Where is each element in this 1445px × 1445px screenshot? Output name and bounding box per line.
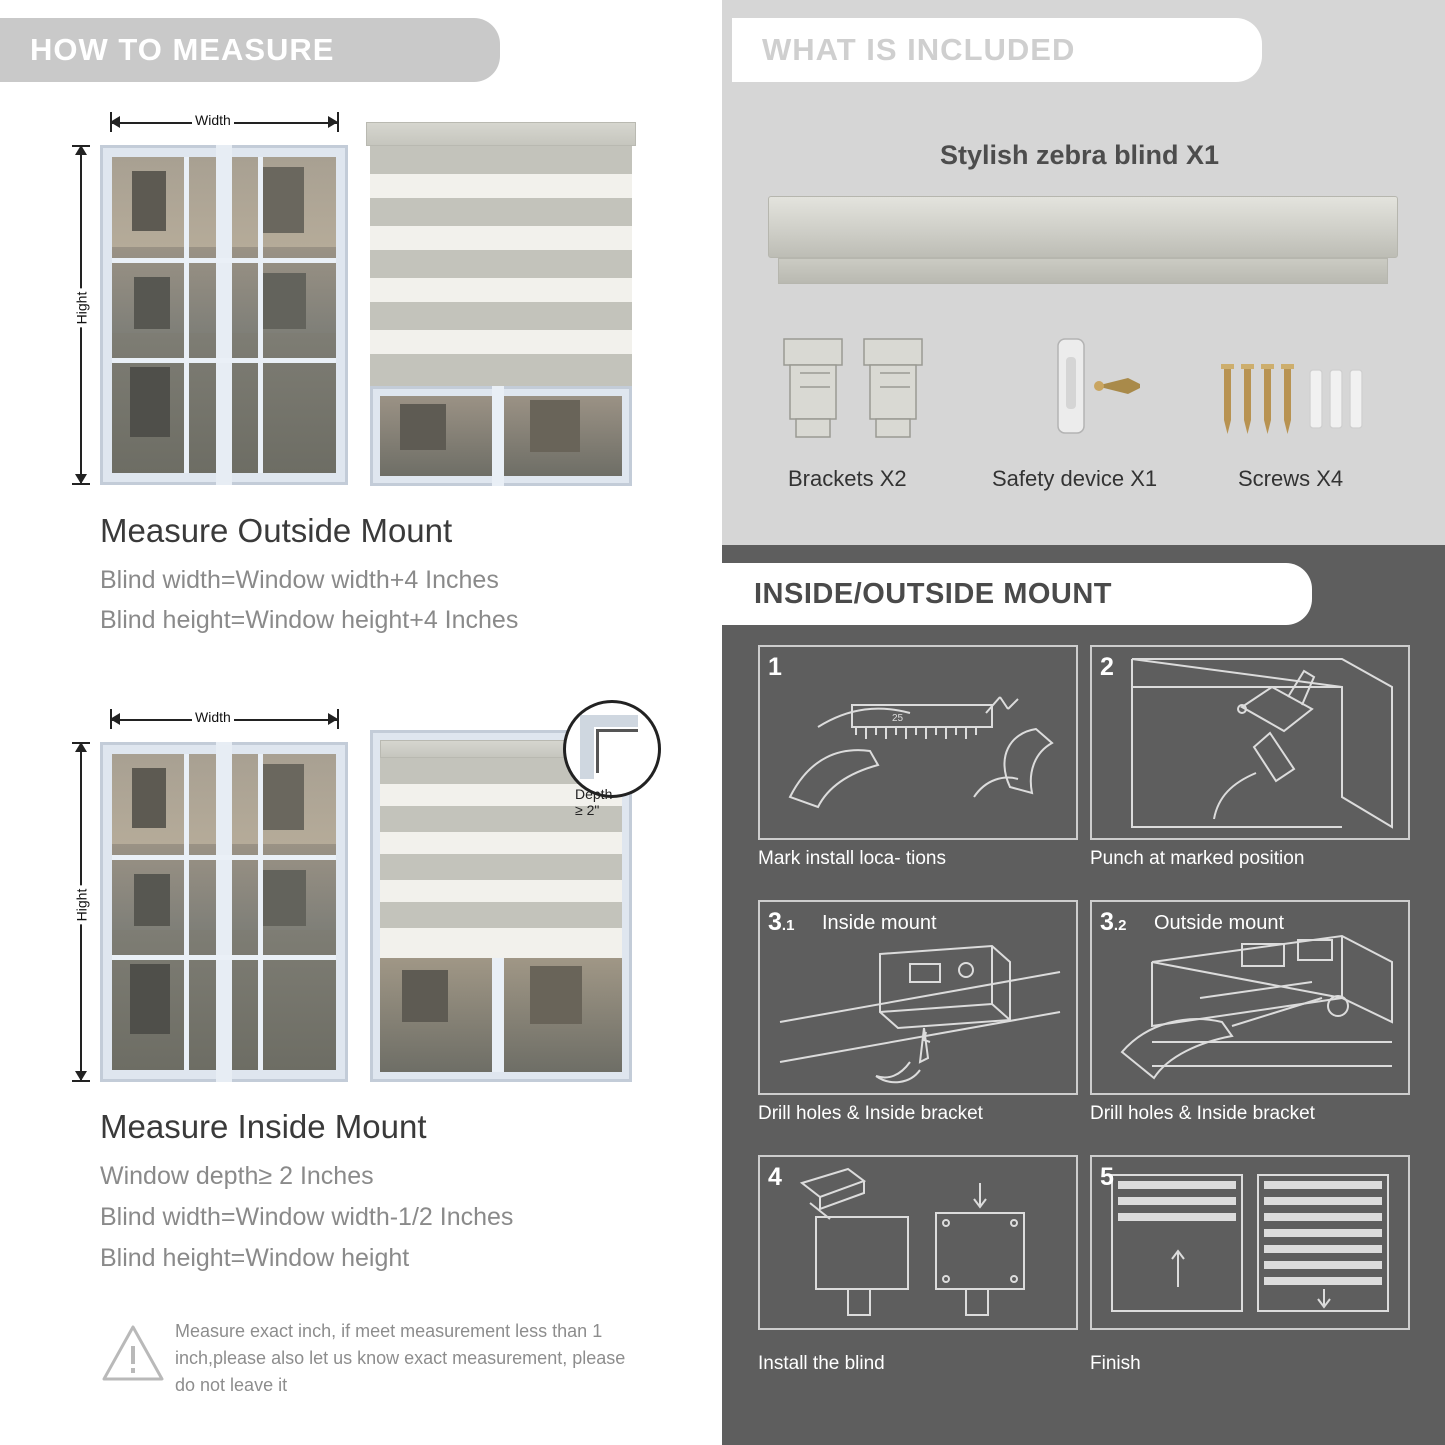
svg-text:25: 25	[892, 713, 904, 724]
step-4	[758, 1155, 1078, 1330]
wall-anchors-icon	[1308, 368, 1380, 438]
screw-icon	[1094, 372, 1142, 400]
screws-icon	[1220, 362, 1296, 442]
step-3-2-inline-label: Outside mount	[1154, 912, 1285, 934]
depth-callout-circle	[563, 700, 661, 798]
brackets-icon	[778, 335, 938, 445]
window-grid-h	[112, 358, 336, 363]
outside-mount-line-1: Blind height=Window height+4 Inches	[100, 606, 519, 634]
window-grid-h-2	[112, 855, 336, 860]
height-label: Hight	[73, 289, 89, 328]
view-window-detail	[262, 273, 306, 329]
step-1	[758, 645, 1078, 840]
step-2-illustration	[1092, 647, 1408, 838]
height-arrow-bottom	[75, 474, 87, 484]
step-4-caption: Install the blind	[758, 1353, 885, 1374]
zebra-blind-bottomrail	[778, 258, 1388, 284]
step-1-caption: Mark install loca- tions	[758, 848, 946, 869]
window-center-mullion	[216, 145, 232, 485]
part-label-brackets: Brackets X2	[788, 466, 907, 491]
window-grid-v	[184, 157, 189, 473]
view-window-detail	[262, 167, 304, 233]
step-3-1	[758, 900, 1078, 1095]
view-window-detail	[134, 277, 170, 329]
window-grid-h	[112, 258, 336, 263]
step-3-1-inline-label: Inside mount	[822, 912, 937, 934]
main-item-label: Stylish zebra blind X1	[940, 140, 1220, 170]
height-arrow-bottom-2	[75, 1071, 87, 1081]
outside-mount-title: Measure Outside Mount	[100, 512, 453, 549]
how-to-measure-panel	[0, 0, 712, 1445]
view-window-detail	[130, 367, 170, 437]
width-arrow-right	[328, 116, 338, 128]
width-arrow-left	[110, 116, 120, 128]
height-arrow-top-2	[75, 742, 87, 752]
step-1-number: 1	[768, 653, 782, 681]
blind-fabric	[370, 146, 632, 386]
step-5	[1090, 1155, 1410, 1330]
part-label-screws: Screws X4	[1238, 466, 1344, 491]
what-is-included-panel	[722, 0, 1445, 545]
step-3-1-number: 3.1	[768, 908, 795, 936]
warning-text: Measure exact inch, if meet measurement less than 1 inch,please also let us know exact measurement, please do not leave it	[175, 1321, 626, 1395]
blind-window-mullion	[492, 386, 504, 486]
step-5-caption: Finish	[1090, 1353, 1141, 1374]
safety-device-icon	[1050, 337, 1094, 437]
width-arrow-left-2	[110, 713, 120, 725]
outside-mount-line-0: Blind width=Window width+4 Inches	[100, 566, 499, 594]
inside-mount-title: Measure Inside Mount	[100, 1108, 427, 1145]
step-3-2	[1090, 900, 1410, 1095]
zebra-blind-headrail	[768, 196, 1398, 258]
step-1-illustration	[760, 647, 1076, 838]
window-grid-v	[258, 157, 263, 473]
step-5-illustration	[1092, 1157, 1408, 1328]
window-grid-h-2	[112, 955, 336, 960]
window-grid-v-2	[184, 754, 189, 1070]
step-4-illustration	[760, 1157, 1076, 1328]
blind-headrail	[366, 122, 636, 146]
window-grid-v-2	[258, 754, 263, 1070]
what-is-included-banner: WHAT IS INCLUDED	[732, 18, 1262, 82]
height-arrow-top	[75, 145, 87, 155]
inside-mount-line-1: Blind width=Window width-1/2 Inches	[100, 1203, 514, 1231]
depth-label: Depth ≥ 2"	[575, 786, 613, 818]
width-arrow-right-2	[328, 713, 338, 725]
inside-mount-line-2: Blind height=Window height	[100, 1244, 410, 1272]
step-2-number: 2	[1100, 653, 1114, 681]
inside-mount-line-0: Window depth≥ 2 Inches	[100, 1162, 374, 1190]
blind-window-mullion-2	[492, 958, 504, 1072]
width-label: Width	[192, 112, 234, 128]
step-4-number: 4	[768, 1163, 782, 1191]
step-3-2-caption: Drill holes & Inside bracket	[1090, 1103, 1315, 1124]
step-3-2-number: 3.2	[1100, 908, 1127, 936]
height-label-2: Hight	[73, 886, 89, 925]
how-to-measure-banner: HOW TO MEASURE	[0, 18, 500, 82]
inside-outside-mount-banner: INSIDE/OUTSIDE MOUNT	[722, 563, 1312, 625]
window-center-mullion-2	[216, 742, 232, 1082]
step-5-number: 5	[1100, 1163, 1114, 1191]
part-label-safety: Safety device X1	[992, 466, 1158, 491]
view-window-detail	[132, 171, 166, 231]
width-label-2: Width	[192, 709, 234, 725]
step-3-1-caption: Drill holes & Inside bracket	[758, 1103, 983, 1124]
warning-triangle-icon	[100, 1322, 166, 1384]
step-2	[1090, 645, 1410, 840]
step-2-caption: Punch at marked position	[1090, 848, 1305, 869]
